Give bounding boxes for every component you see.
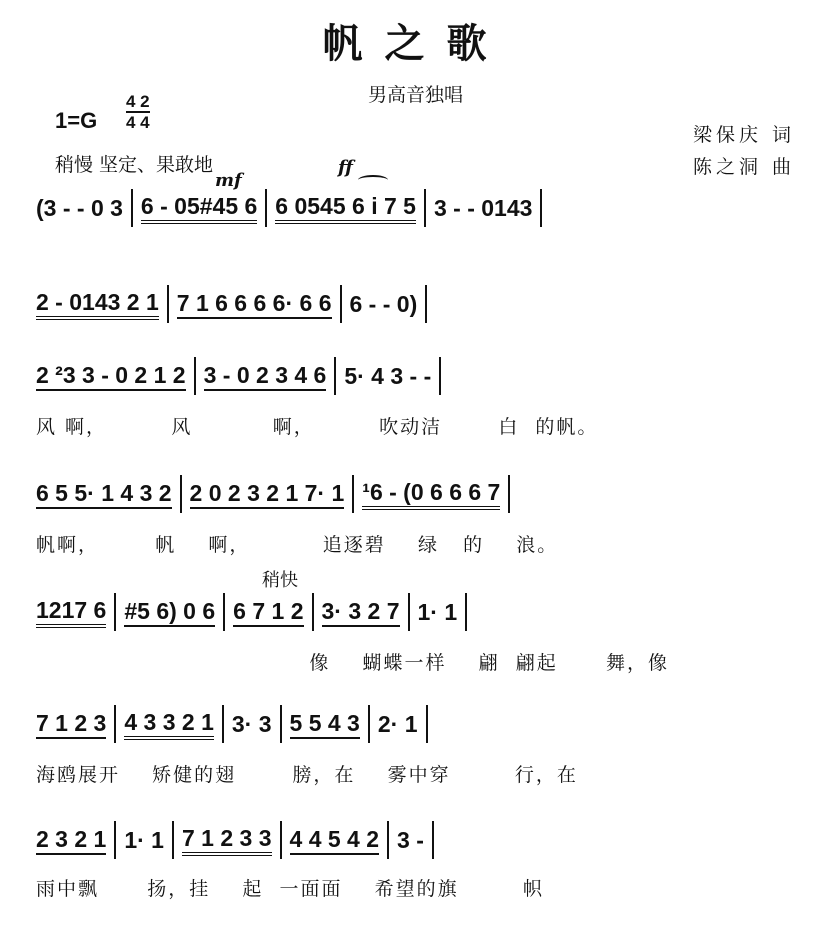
measure: 7 1 2 3	[36, 710, 106, 739]
measure: 3· 3 2 7	[322, 598, 400, 627]
measure: 4 4 5 4 2	[290, 826, 380, 855]
measure: 5 5 4 3	[290, 710, 360, 739]
measure: 1217 6	[36, 597, 106, 628]
measure: ¹6 - (0 6 6 6 7	[362, 479, 500, 510]
barline	[114, 705, 116, 743]
barline	[408, 593, 410, 631]
barline	[180, 475, 182, 513]
barline	[465, 593, 467, 631]
tempo-marking: 稍慢 坚定、果敢地	[55, 154, 214, 176]
composer-credit: 陈之洞 曲	[692, 156, 795, 178]
measure: 2 0 2 3 2 1 7· 1	[190, 480, 345, 509]
lyricist-credit: 梁保庆 词	[692, 124, 795, 146]
measure: 6 7 1 2	[233, 598, 303, 627]
time-signature	[126, 92, 150, 132]
measure: 2 ²3 3 - 0 2 1 2	[36, 362, 186, 391]
barline	[425, 285, 427, 323]
barline	[312, 593, 314, 631]
song-title: 帆之歌	[322, 20, 509, 67]
measure: 7 1 6 6 6 6· 6 6	[177, 290, 332, 319]
barline	[424, 189, 426, 227]
score-line-2	[36, 284, 806, 324]
barline	[432, 821, 434, 859]
measure: 1· 1	[417, 598, 458, 625]
measure: 7 1 2 3 3	[182, 825, 272, 856]
barline	[340, 285, 342, 323]
measure: 3 - - 0143	[433, 194, 533, 221]
time-signature-bottom: 4 4	[126, 113, 150, 132]
score-line-5	[36, 592, 806, 632]
measure: 3 -	[397, 826, 424, 853]
measure: 3 - 0 2 3 4 6	[204, 362, 327, 391]
tie-mark	[358, 175, 388, 185]
barline	[223, 593, 225, 631]
lyrics-line-3: 风 啊， 风 啊， 吹动洁 白 的帆。	[36, 416, 599, 438]
performance-note: 男高音独唱	[367, 84, 463, 106]
barline	[426, 705, 428, 743]
barline	[114, 821, 116, 859]
time-signature-top: 4 2	[126, 92, 150, 111]
barline	[508, 475, 510, 513]
barline	[280, 705, 282, 743]
barline	[540, 189, 542, 227]
measure: 2 - 0143 2 1	[36, 289, 159, 320]
barline	[222, 705, 224, 743]
dynamic-mf: mf	[215, 170, 242, 191]
measure: 6 - - 0)	[349, 290, 418, 317]
measure: 2 3 2 1	[36, 826, 106, 855]
barline	[167, 285, 169, 323]
barline	[352, 475, 354, 513]
barline	[131, 189, 133, 227]
barline	[114, 593, 116, 631]
lyrics-line-5: 像 蝴蝶一样 翩 翩起 舞，像	[36, 652, 669, 674]
barline	[172, 821, 174, 859]
key-signature: 1=G	[55, 108, 98, 133]
measure: 4 3 3 2 1	[124, 709, 214, 740]
score-line-6	[36, 704, 806, 744]
barline	[265, 189, 267, 227]
lyrics-line-6: 海鸥展开 矫健的翅 膀，在 雾中穿 行，在	[36, 764, 578, 786]
dynamic-ff: ff	[338, 157, 353, 178]
barline	[368, 705, 370, 743]
measure: 5· 4 3 - -	[344, 362, 432, 389]
measure: 6 5 5· 1 4 3 2	[36, 480, 172, 509]
barline	[387, 821, 389, 859]
barline	[194, 357, 196, 395]
measure: 6 - 05#45 6	[141, 193, 257, 224]
measure: 1· 1	[124, 826, 164, 853]
barline	[439, 357, 441, 395]
score-line-3	[36, 356, 806, 396]
measure: 6 0545 6 i 7 5	[275, 193, 416, 224]
tempo-change: 稍快	[262, 570, 298, 591]
measure: (3 - - 0 3	[36, 194, 123, 221]
barline	[280, 821, 282, 859]
score-line-7	[36, 820, 806, 860]
barline	[334, 357, 336, 395]
score-line-1	[36, 188, 806, 228]
measure: 3· 3	[231, 710, 272, 737]
measure: 2· 1	[377, 710, 418, 737]
measure: #5 6) 0 6	[124, 598, 215, 627]
score-line-4	[36, 474, 806, 514]
lyrics-line-7: 雨中飘 扬，挂 起 一面面 希望的旗 帜	[36, 878, 544, 900]
lyrics-line-4: 帆啊， 帆 啊， 追逐碧 绿 的 浪。	[36, 534, 559, 556]
